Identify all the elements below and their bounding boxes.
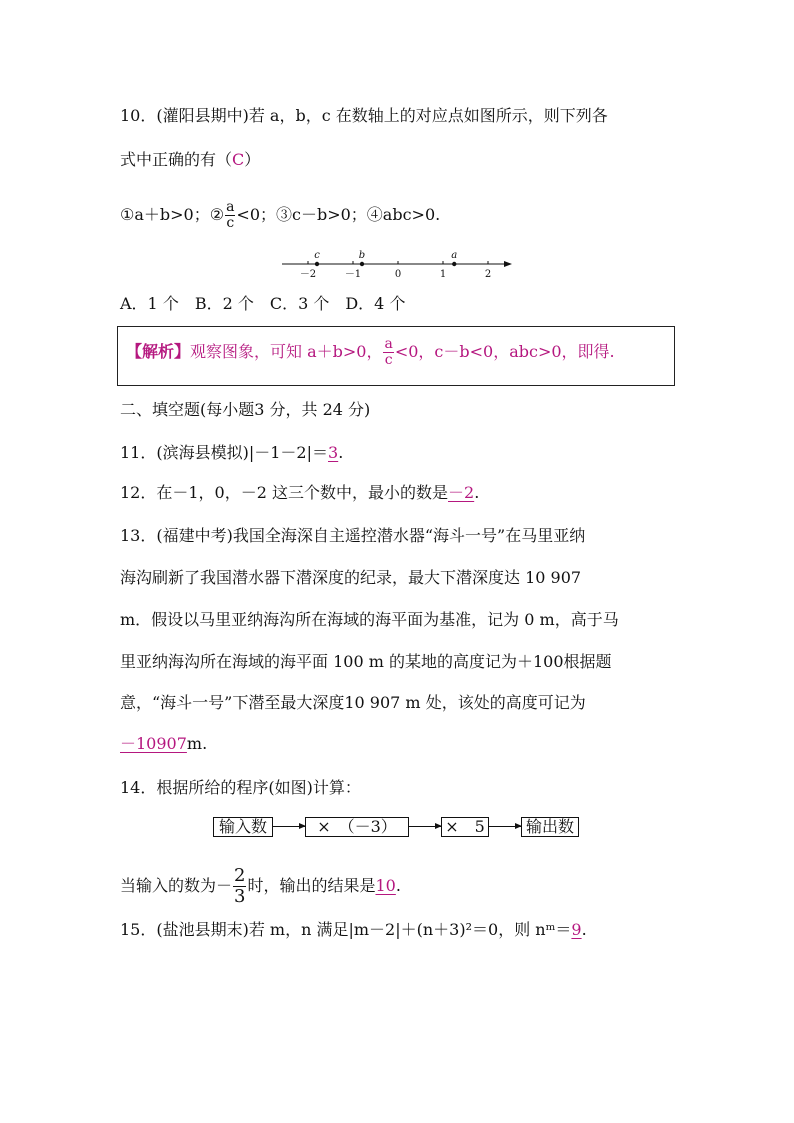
- q13-line3: m．假设以马里亚纳海沟所在海域的海平面为基准，记为 0 m，高于马: [120, 610, 619, 629]
- q10-opt2: <0；③c－b>0；④abc>0.: [236, 205, 441, 224]
- number-line-tick-label: 2: [484, 269, 492, 280]
- q14-frac-num: 2: [234, 865, 246, 886]
- number-line-figure: [280, 244, 520, 284]
- number-line-point-label-b: b: [358, 250, 366, 261]
- q14-answer: 10: [375, 876, 396, 895]
- q10-options: [120, 200, 440, 231]
- q10-analysis-fraction: [383, 337, 393, 368]
- q11-post: .: [338, 443, 344, 462]
- q11-answer: 3: [328, 443, 339, 462]
- q15-answer: 9: [571, 920, 582, 939]
- number-line-tick-label: －1: [344, 269, 362, 280]
- q13-answer: －10907: [120, 734, 187, 753]
- q14-pre: 当输入的数为－: [120, 876, 233, 895]
- number-line-point-label-c: c: [314, 250, 320, 261]
- q14-post: .: [395, 876, 401, 895]
- flow-box-input: 输入数: [213, 817, 273, 837]
- q10-line2-pre: 式中正确的有（: [120, 150, 233, 169]
- number-line-point-b: [360, 262, 364, 266]
- q14-line1: 14．根据所给的程序(如图)计算：: [120, 778, 361, 797]
- q10-analysis-tag: 【解析】: [126, 342, 191, 361]
- q10-choices: A．1 个 B．2 个 C．3 个 D．4 个: [120, 294, 406, 313]
- number-line-tick-label: －2: [299, 269, 317, 280]
- number-line-point-a: [452, 262, 456, 266]
- section-2-heading: 二、填空题(每小题3 分，共 24 分): [120, 400, 371, 419]
- q13-post: m.: [186, 734, 208, 753]
- q10-analysis-frac-den: c: [384, 352, 393, 368]
- q12: [120, 483, 479, 503]
- q10-analysis-frac-num: a: [384, 336, 393, 352]
- q10-frac-den: c: [226, 215, 235, 231]
- number-line-tick-label: 0: [394, 269, 402, 280]
- q13-line1: 13．(福建中考)我国全海深自主遥控潜水器“海斗一号”在马里亚纳: [120, 526, 586, 545]
- q10-answer: C: [232, 150, 245, 169]
- flow-arrow-2: [409, 826, 441, 827]
- q10-line2: [120, 150, 260, 170]
- q15-pre: 15．(盐池县期末)若 m，n 满足|m－2|＋(n＋3)²＝0，则 nᵐ＝: [120, 920, 572, 939]
- q13-line2: 海沟刷新了我国潜水器下潜深度的纪录，最大下潜深度达 10 907: [120, 568, 582, 587]
- q10-analysis-pre: 观察图象，可知 a＋b>0，: [190, 342, 383, 361]
- q10-analysis-text: [126, 337, 615, 368]
- q10-line2-post: ）: [244, 150, 261, 169]
- flow-box-output: 输出数: [521, 817, 579, 837]
- flow-arrow-1: [273, 826, 305, 827]
- q10-fraction: [225, 200, 235, 231]
- q12-pre: 12．在－1，0，－2 这三个数中，最小的数是: [120, 483, 448, 502]
- q12-answer: －2: [448, 483, 475, 502]
- q12-post: .: [474, 483, 480, 502]
- flow-box-times-5: × 5: [441, 817, 489, 837]
- q14-mid: 时，输出的结果是: [247, 876, 376, 895]
- q14-frac-den: 3: [234, 886, 246, 907]
- q10-analysis-box: [117, 326, 675, 386]
- q10-analysis-post: <0，c－b<0，abc>0，即得.: [394, 342, 615, 361]
- q10-opt1: ①a＋b>0；②: [120, 205, 225, 224]
- number-line-point-label-a: a: [451, 250, 458, 261]
- number-line-tick-label: 1: [439, 269, 447, 280]
- q13-line5: 意，“海斗一号”下潜至最大深度10 907 m 处，该处的高度可记为: [120, 693, 586, 712]
- flow-arrow-3: [489, 826, 521, 827]
- number-line-arrow: [504, 261, 512, 267]
- q13-line4: 里亚纳海沟所在海域的海平面 100 m 的某地的高度记为＋100根据题: [120, 652, 612, 671]
- q11-pre: 11．(滨海县模拟)|－1－2|＝: [120, 443, 328, 462]
- q11: [120, 443, 343, 463]
- number-line-point-c: [315, 262, 319, 266]
- q15: [120, 920, 587, 940]
- q15-post: .: [581, 920, 587, 939]
- q14-answer-line: [120, 866, 401, 907]
- q10-line1: 10．(灌阳县期中)若 a，b，c 在数轴上的对应点如图所示，则下列各: [120, 106, 608, 125]
- q10-frac-num: a: [226, 199, 235, 215]
- q14-fraction: [233, 866, 246, 907]
- q13-answer-line: [120, 734, 207, 754]
- flow-box-times-neg3: × （－3）: [305, 817, 409, 837]
